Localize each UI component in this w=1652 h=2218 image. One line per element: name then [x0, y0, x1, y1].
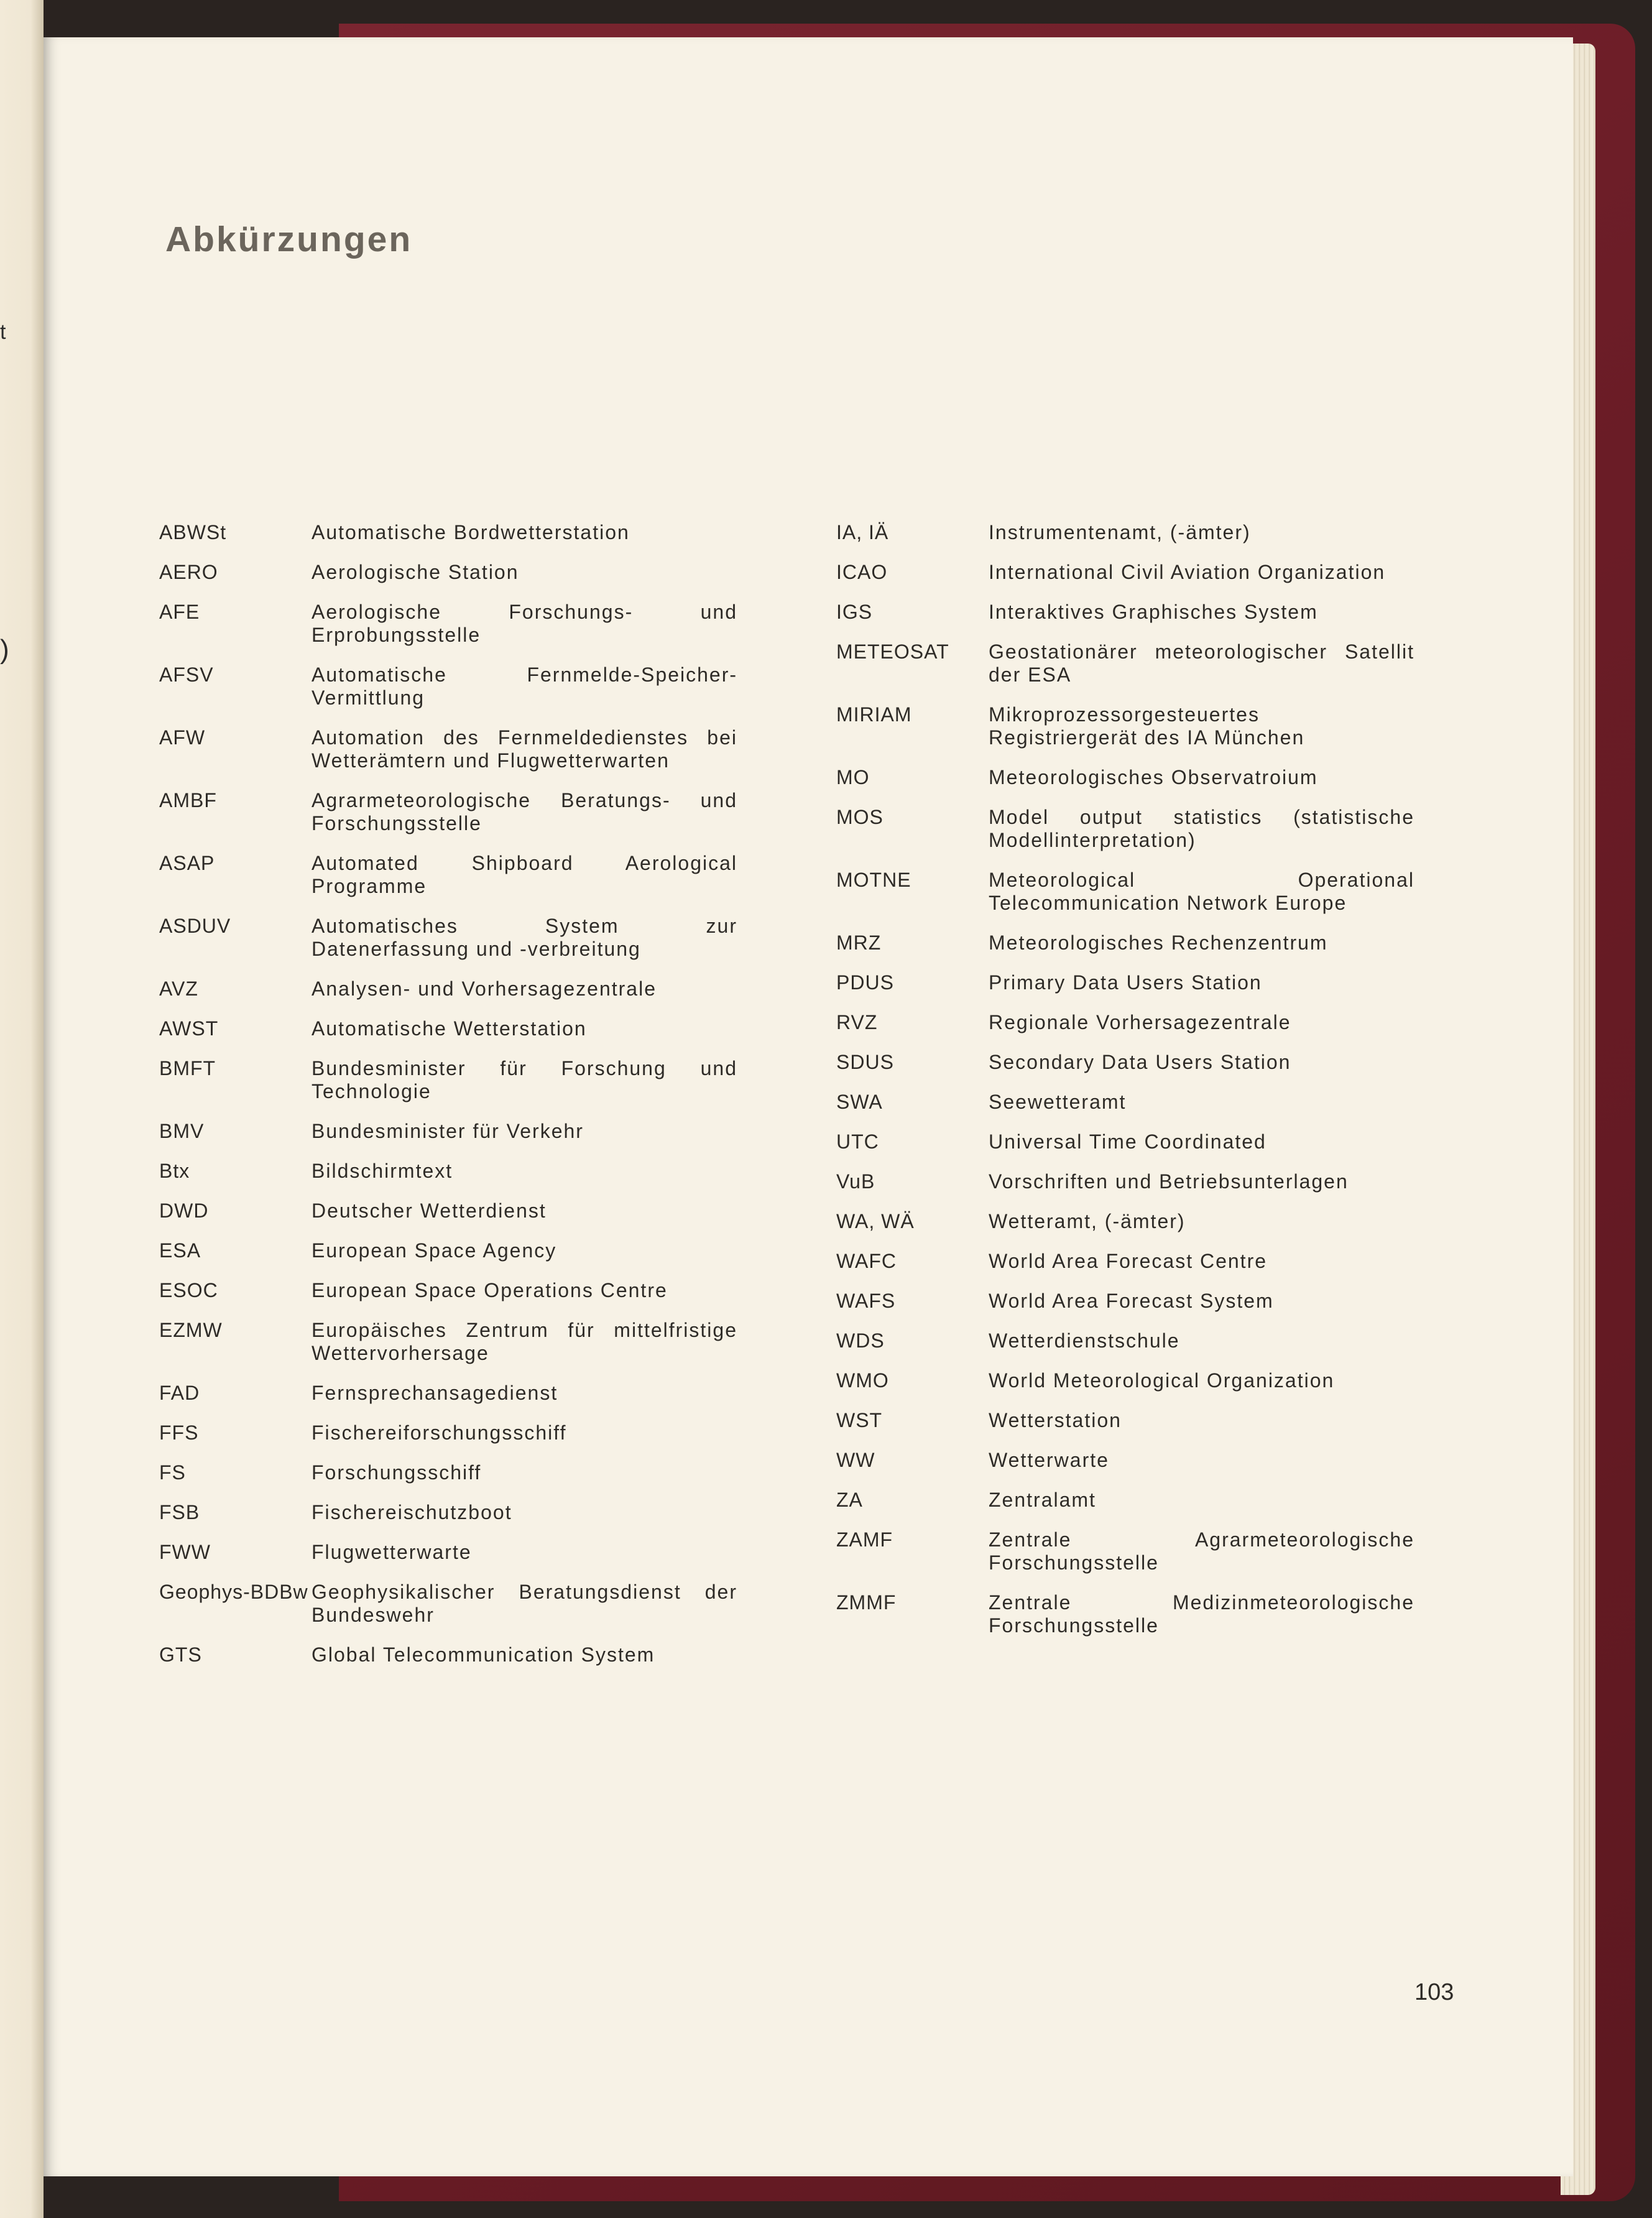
page-number: 103 [1414, 1979, 1454, 2005]
abbreviation-term: AFSV [159, 663, 214, 686]
abbreviation-list-right [836, 521, 1433, 1654]
abbreviation-definition: Zentralamt [989, 1489, 1096, 1511]
abbreviation-entry [159, 1541, 756, 1564]
abbreviation-entry [159, 915, 756, 961]
abbreviation-definition: Analysen- und Vorhersagezentrale [311, 977, 657, 1000]
abbreviation-definition: Zentrale Agrarmeteorologische Forschungsstelle [989, 1528, 1414, 1574]
abbreviation-term: MOS [836, 806, 884, 828]
abbreviation-definition: Automatische Bordwetterstation [311, 521, 630, 543]
abbreviation-entry [836, 1250, 1433, 1273]
page-title: Abkürzungen [165, 219, 413, 259]
abbreviation-definition: Automatisches System zur Datenerfassung und -verbreitung [311, 915, 737, 960]
abbreviation-definition: Bundesminister für Verkehr [311, 1120, 584, 1142]
abbreviation-term: AERO [159, 561, 218, 583]
abbreviation-definition: Meteorological Operational Telecommunication Network Europe [989, 869, 1414, 914]
abbreviation-term: FAD [159, 1382, 200, 1404]
abbreviation-term: AWST [159, 1017, 219, 1040]
abbreviation-term: Btx [159, 1160, 190, 1182]
abbreviation-definition: Forschungsschiff [311, 1461, 482, 1484]
abbreviation-entry [836, 1329, 1433, 1352]
abbreviation-entry [159, 1160, 756, 1183]
abbreviation-term: WAFC [836, 1250, 897, 1272]
abbreviation-entry [836, 1409, 1433, 1432]
abbreviation-definition: Fischereiforschungsschiff [311, 1421, 567, 1444]
abbreviation-entry [159, 663, 756, 709]
abbreviation-entry [159, 521, 756, 544]
abbreviation-term: AFE [159, 601, 200, 623]
abbreviation-definition: Wetterdienstschule [989, 1329, 1180, 1352]
abbreviation-entry [159, 789, 756, 835]
abbreviation-entry [836, 1449, 1433, 1472]
document-page [44, 37, 1573, 2176]
abbreviation-term: DWD [159, 1199, 209, 1222]
abbreviation-term: BMFT [159, 1057, 216, 1079]
abbreviation-entry [836, 640, 1433, 686]
abbreviation-definition: Aerologische Station [311, 561, 519, 583]
abbreviation-definition: International Civil Aviation Organization [989, 561, 1386, 583]
abbreviation-entry [836, 971, 1433, 994]
abbreviation-entry [159, 601, 756, 647]
abbreviation-definition: Wetterstation [989, 1409, 1122, 1431]
abbreviation-term: IGS [836, 601, 873, 623]
abbreviation-definition: Fernsprechansagedienst [311, 1382, 558, 1404]
abbreviation-term: GTS [159, 1643, 202, 1666]
abbreviation-term: FWW [159, 1541, 211, 1563]
abbreviation-entry [836, 869, 1433, 915]
abbreviation-entry [836, 521, 1433, 544]
abbreviation-term: FS [159, 1461, 186, 1484]
abbreviation-definition: Interaktives Graphisches System [989, 601, 1318, 623]
abbreviation-term: MOTNE [836, 869, 911, 891]
abbreviation-entry [159, 1501, 756, 1524]
abbreviation-term: AMBF [159, 789, 217, 811]
abbreviation-definition: Deutscher Wetterdienst [311, 1199, 547, 1222]
abbreviation-definition: Regionale Vorhersagezentrale [989, 1011, 1291, 1033]
abbreviation-entry [159, 1382, 756, 1405]
abbreviation-entry [836, 1130, 1433, 1153]
abbreviation-term: UTC [836, 1130, 879, 1153]
abbreviation-definition: Mikroprozessorgesteuertes Registriergerät des IA München [989, 703, 1305, 749]
abbreviation-definition: Bundesminister für Forschung und Technologie [311, 1057, 737, 1102]
abbreviation-entry [836, 1051, 1433, 1074]
abbreviation-definition: Automated Shipboard Aerological Programme [311, 852, 737, 897]
abbreviation-term: ASAP [159, 852, 215, 874]
abbreviation-entry [159, 726, 756, 772]
abbreviation-term: Geophys-BDBw [159, 1581, 308, 1603]
abbreviation-term: WA, WÄ [836, 1210, 915, 1232]
abbreviation-term: AVZ [159, 977, 198, 1000]
abbreviation-entry [836, 703, 1433, 749]
abbreviation-definition: Meteorologisches Rechenzentrum [989, 931, 1328, 954]
abbreviation-term: WW [836, 1449, 875, 1471]
abbreviation-term: RVZ [836, 1011, 878, 1033]
abbreviation-term: ESOC [159, 1279, 218, 1301]
abbreviation-entry [159, 1239, 756, 1262]
abbreviation-term: WMO [836, 1369, 889, 1392]
abbreviation-term: ZA [836, 1489, 863, 1511]
abbreviation-entry [836, 601, 1433, 624]
abbreviation-term: ESA [159, 1239, 201, 1262]
abbreviation-term: IA, IÄ [836, 521, 889, 543]
abbreviation-entry [836, 1210, 1433, 1233]
abbreviation-entry [159, 1421, 756, 1444]
abbreviation-entry [159, 977, 756, 1000]
abbreviation-definition: Vorschriften und Betriebsunterlagen [989, 1170, 1349, 1193]
abbreviation-definition: Flugwetterwarte [311, 1541, 472, 1563]
abbreviation-term: SDUS [836, 1051, 894, 1073]
abbreviation-definition: Primary Data Users Station [989, 971, 1262, 994]
abbreviation-entry [159, 1581, 756, 1627]
abbreviation-list-left [159, 521, 756, 1683]
abbreviation-term: ICAO [836, 561, 888, 583]
abbreviation-term: ASDUV [159, 915, 231, 937]
abbreviation-term: METEOSAT [836, 640, 949, 663]
abbreviation-definition: Aerologische Forschungs- und Erprobungsstelle [311, 601, 737, 646]
abbreviation-term: VuB [836, 1170, 875, 1193]
abbreviation-term: PDUS [836, 971, 894, 994]
abbreviation-entry [836, 1290, 1433, 1313]
abbreviation-term: AFW [159, 726, 206, 749]
abbreviation-entry [159, 1319, 756, 1365]
abbreviation-entry [836, 1369, 1433, 1392]
abbreviation-entry [836, 1011, 1433, 1034]
abbreviation-definition: Automation des Fernmeldedienstes bei Wetterämtern und Flugwetterwarten [311, 726, 737, 772]
abbreviation-definition: Wetterwarte [989, 1449, 1109, 1471]
abbreviation-definition: European Space Operations Centre [311, 1279, 668, 1301]
abbreviation-entry [159, 1017, 756, 1040]
abbreviation-entry [836, 806, 1433, 852]
abbreviation-term: FFS [159, 1421, 199, 1444]
abbreviation-entry [159, 1279, 756, 1302]
abbreviation-term: EZMW [159, 1319, 223, 1341]
abbreviation-entry [836, 1591, 1433, 1637]
abbreviation-term: ABWSt [159, 521, 227, 543]
abbreviation-definition: Europäisches Zentrum für mittelfristige Wettervorhersage [311, 1319, 737, 1364]
abbreviation-entry [159, 1057, 756, 1103]
abbreviation-definition: Automatische Wetterstation [311, 1017, 587, 1040]
abbreviation-entry [836, 561, 1433, 584]
abbreviation-entry [159, 1120, 756, 1143]
abbreviation-definition: Wetteramt, (-ämter) [989, 1210, 1186, 1232]
abbreviation-definition: Meteorologisches Observatroium [989, 766, 1318, 788]
abbreviation-definition: World Area Forecast Centre [989, 1250, 1268, 1272]
abbreviation-definition: Geophysikalischer Beratungsdienst der Bundeswehr [311, 1581, 737, 1626]
left-page-edge [0, 0, 44, 2218]
abbreviation-definition: Agrarmeteorologische Beratungs- und Forschungsstelle [311, 789, 737, 834]
abbreviation-term: MIRIAM [836, 703, 912, 726]
left-page-fragment: ) [0, 634, 9, 665]
abbreviation-definition: World Area Forecast System [989, 1290, 1274, 1312]
abbreviation-entry [836, 1091, 1433, 1114]
abbreviation-entry [159, 561, 756, 584]
abbreviation-entry [836, 1170, 1433, 1193]
abbreviation-term: BMV [159, 1120, 205, 1142]
abbreviation-entry [836, 1489, 1433, 1512]
abbreviation-entry [836, 1528, 1433, 1574]
abbreviation-definition: Zentrale Medizinmeteorologische Forschungsstelle [989, 1591, 1414, 1637]
abbreviation-definition: Universal Time Coordinated [989, 1130, 1267, 1153]
abbreviation-entry [159, 1461, 756, 1484]
abbreviation-entry [836, 766, 1433, 789]
abbreviation-entry [159, 852, 756, 898]
abbreviation-entry [159, 1199, 756, 1222]
abbreviation-entry [836, 931, 1433, 954]
abbreviation-definition: European Space Agency [311, 1239, 557, 1262]
abbreviation-term: WST [836, 1409, 883, 1431]
abbreviation-definition: Secondary Data Users Station [989, 1051, 1291, 1073]
abbreviation-definition: World Meteorological Organization [989, 1369, 1335, 1392]
abbreviation-definition: Instrumentenamt, (-ämter) [989, 521, 1251, 543]
abbreviation-definition: Fischereischutzboot [311, 1501, 512, 1523]
abbreviation-term: FSB [159, 1501, 200, 1523]
abbreviation-term: MO [836, 766, 870, 788]
abbreviation-definition: Global Telecommunication System [311, 1643, 655, 1666]
abbreviation-definition: Bildschirmtext [311, 1160, 453, 1182]
abbreviation-term: SWA [836, 1091, 883, 1113]
abbreviation-term: ZMMF [836, 1591, 897, 1614]
abbreviation-entry [159, 1643, 756, 1666]
abbreviation-term: WAFS [836, 1290, 896, 1312]
abbreviation-definition: Model output statistics (statistische Modellinterpretation) [989, 806, 1414, 851]
abbreviation-definition: Geostationärer meteorologischer Satellit der ESA [989, 640, 1414, 686]
abbreviation-definition: Seewetteramt [989, 1091, 1127, 1113]
abbreviation-definition: Automatische Fernmelde-Speicher-Vermittlung [311, 663, 737, 709]
abbreviation-term: ZAMF [836, 1528, 893, 1551]
abbreviation-term: MRZ [836, 931, 882, 954]
left-page-fragment: t [0, 320, 6, 344]
abbreviation-term: WDS [836, 1329, 885, 1352]
